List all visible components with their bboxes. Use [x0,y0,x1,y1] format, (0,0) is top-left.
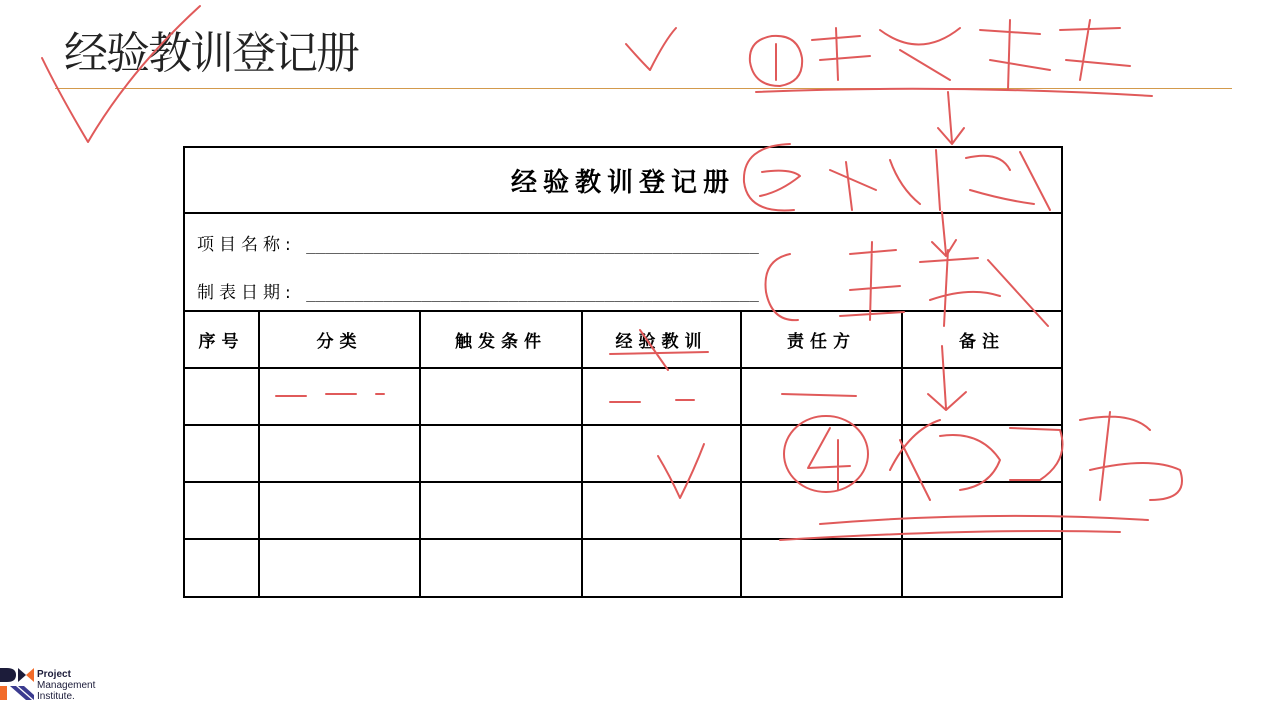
table-row [185,482,1061,539]
table-cell [259,425,420,482]
table-row [185,425,1061,482]
column-header-index: 序号 [185,312,259,368]
table-cell [902,425,1061,482]
arrow-1-head [938,128,964,144]
pmi-logo-text [37,669,95,702]
table-cell [420,482,582,539]
table-cell [902,482,1061,539]
table-cell [741,368,902,425]
table-cell [741,539,902,596]
register-table [185,312,1061,596]
table-cell [582,425,741,482]
slide-title: 经验教训登记册 [64,28,358,79]
table-cell [420,425,582,482]
table-cell [259,539,420,596]
table-cell [185,482,259,539]
table-cell [582,482,741,539]
title-divider [55,88,1232,89]
register-heading: 经验教训登记册 [185,148,1061,214]
table-cell [185,425,259,482]
table-cell [185,368,259,425]
lessons-register-form [183,146,1063,598]
table-cell [582,368,741,425]
underline-step-1 [756,89,1152,96]
table-cell [420,368,582,425]
project-name-blank: _______________________________________________ [306,235,759,254]
arrow-1-shaft [948,92,952,142]
column-header-trigger: 触发条件 [420,312,582,368]
pmi-logo-line3: Institute. [37,691,75,702]
column-header-category: 分类 [259,312,420,368]
pmi-logo-line1: Project [37,669,71,680]
small-checkmark-top [626,28,676,70]
pmi-logo-line2: Management [37,680,96,691]
table-cell [259,482,420,539]
table-cell [902,539,1061,596]
table-cell [259,368,420,425]
table-cell [741,482,902,539]
pmi-logo [0,668,95,702]
scribble-step-1 [812,20,1130,90]
circle-1-annotation [750,36,802,86]
project-name-line [197,230,759,255]
register-meta-section [185,214,1061,312]
column-header-remarks: 备注 [902,312,1061,368]
table-cell [420,539,582,596]
project-name-label: 项目名称: [197,235,296,255]
column-header-owner: 责任方 [741,312,902,368]
table-cell [582,539,741,596]
table-cell [185,539,259,596]
table-cell [902,368,1061,425]
pmi-logo-icon [0,668,34,702]
date-label: 制表日期: [197,283,296,303]
column-header-lesson: 经验教训 [582,312,741,368]
table-row [185,539,1061,596]
table-cell [741,425,902,482]
table-header-row [185,312,1061,368]
date-blank: _______________________________________________ [306,283,759,302]
table-row [185,368,1061,425]
date-line [197,278,759,303]
